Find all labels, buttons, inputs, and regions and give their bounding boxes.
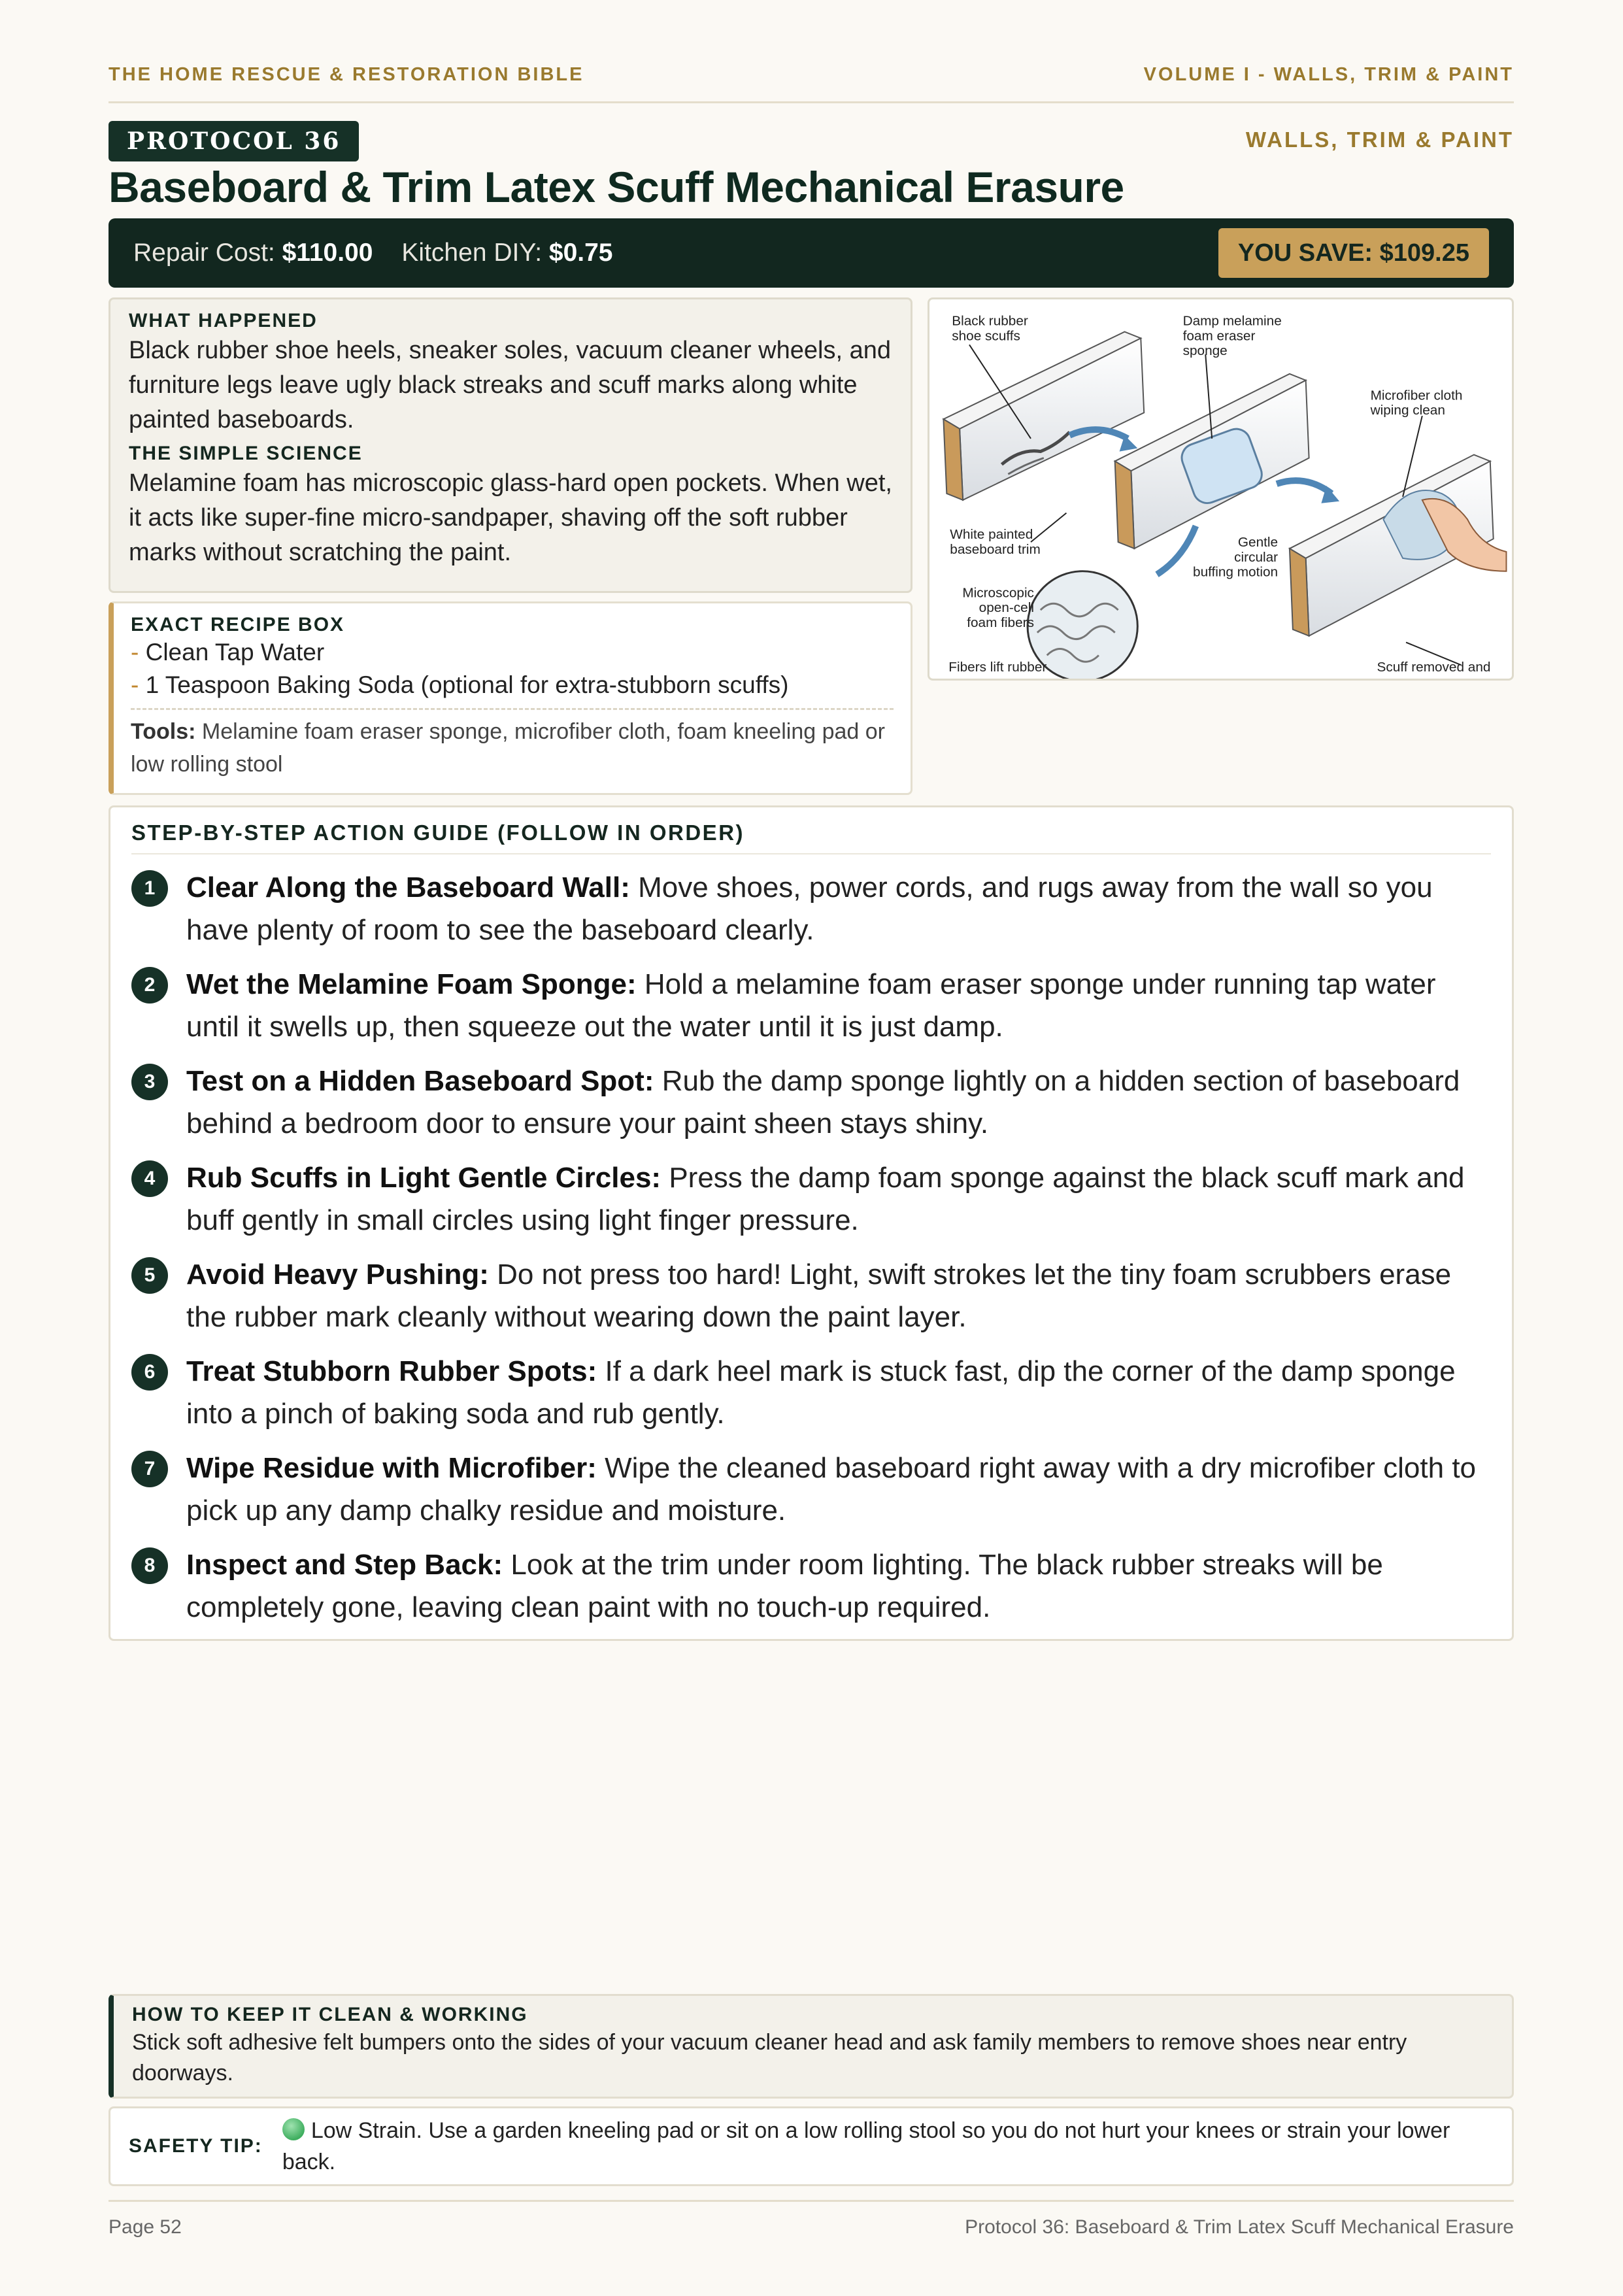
step-item	[131, 1253, 1491, 1338]
keep-clean-panel	[109, 1994, 1514, 2099]
step-number: 8	[131, 1547, 168, 1584]
step-title: Test on a Hidden Baseboard Spot:	[186, 1065, 654, 1097]
callout-text: Microscopic	[962, 585, 1034, 601]
footer-rule	[109, 2200, 1514, 2202]
header-rule	[109, 101, 1514, 103]
step-text: Look at the trim under room lighting. The black rubber streaks will be completely gone, leaving clean paint with no touch-up required.	[186, 1549, 1383, 1623]
callout-text: circular	[1234, 549, 1279, 565]
step-text: Press the damp foam sponge against the black scuff mark and buff gently in small circles using light finger pressure.	[186, 1162, 1465, 1236]
keep-clean-label: HOW TO KEEP IT CLEAN & WORKING	[132, 2004, 528, 2025]
page-footer	[109, 2216, 1514, 2238]
diy-cost-label: Kitchen DIY:	[401, 239, 543, 267]
recipe-divider	[131, 708, 894, 710]
savings-badge: YOU SAVE: $109.25	[1218, 228, 1489, 278]
step-number: 2	[131, 967, 168, 1004]
safety-label: SAFETY TIP:	[129, 2135, 263, 2157]
step-title: Rub Scuffs in Light Gentle Circles:	[186, 1162, 661, 1194]
step-text: Move shoes, power cords, and rugs away from the wall so you have plenty of room to see the baseboard clearly.	[186, 871, 1433, 946]
cost-bar	[109, 218, 1514, 288]
callout-text: Damp melamine	[1182, 313, 1282, 329]
callout-text: baseboard trim	[950, 541, 1041, 557]
recipe-box	[109, 601, 912, 795]
callout-text: foam eraser	[1182, 328, 1256, 344]
step-item	[131, 1447, 1491, 1532]
what-happened-text: Black rubber shoe heels, sneaker soles, vacuum cleaner wheels, and furniture legs leave ugly black streaks and scuff marks along white painted baseboards.	[129, 337, 891, 433]
step-item	[131, 1350, 1491, 1435]
illustration	[928, 297, 1514, 681]
step-title: Wet the Melamine Foam Sponge:	[186, 968, 637, 1000]
tools-line	[131, 715, 894, 781]
running-header	[109, 64, 1514, 86]
step-title: Wipe Residue with Microfiber:	[186, 1452, 597, 1484]
step-number: 3	[131, 1064, 168, 1100]
callout-text: wiping clean	[1370, 403, 1445, 418]
step-text: Do not press too hard! Light, swift strokes let the tiny foam scrubbers erase the rubber mark cleanly without wearing down the paint layer.	[186, 1258, 1452, 1333]
callout-text: White painted	[950, 527, 1033, 543]
protocol-tag: PROTOCOL 36	[109, 121, 359, 161]
step-item	[131, 866, 1491, 951]
tools-text: Melamine foam eraser sponge, microfiber cloth, foam kneeling pad or low rolling stool	[131, 719, 885, 777]
callout-text: Scuff removed and	[1377, 660, 1491, 675]
step-text: If a dark heel mark is stuck fast, dip the corner of the damp sponge into a pinch of baking soda and rub gently.	[186, 1355, 1456, 1430]
page-title: Baseboard & Trim Latex Scuff Mechanical Erasure	[109, 163, 1124, 211]
step-item	[131, 1060, 1491, 1145]
recipe-item: - Clean Tap Water	[131, 639, 325, 666]
science-label: THE SIMPLE SCIENCE	[129, 443, 363, 464]
tools-label: Tools:	[131, 719, 196, 744]
step-number: 6	[131, 1354, 168, 1391]
page-number: Page 52	[109, 2216, 182, 2238]
step-number: 7	[131, 1451, 168, 1487]
step-item	[131, 1156, 1491, 1241]
recipe-label: EXACT RECIPE BOX	[131, 614, 345, 635]
callout-text: Black rubber	[952, 313, 1028, 329]
step-item	[131, 963, 1491, 1048]
callout-text: sponge	[1182, 343, 1228, 359]
safety-text: Low Strain. Use a garden kneeling pad or sit on a low rolling stool so you do not hurt your knees or strain your lower back.	[282, 2118, 1450, 2174]
keep-clean-text: Stick soft adhesive felt bumpers onto the sides of your vacuum cleaner head and ask family members to remove shoes near entry doorways.	[132, 2030, 1407, 2085]
book-title: THE HOME RESCUE & RESTORATION BIBLE	[109, 64, 584, 85]
callout-text: Microfiber cloth	[1370, 388, 1463, 403]
volume-title: VOLUME I - WALLS, TRIM & PAINT	[1143, 64, 1514, 85]
footer-title: Protocol 36: Baseboard & Trim Latex Scuff Mechanical Erasure	[965, 2216, 1514, 2238]
step-item	[131, 1544, 1491, 1629]
info-panel	[109, 297, 912, 593]
step-text: Rub the damp sponge lightly on a hidden section of baseboard behind a bedroom door to ensure your paint sheen stays shiny.	[186, 1065, 1460, 1140]
green-status-dot-icon	[282, 2118, 305, 2140]
diy-cost-value: $0.75	[548, 239, 613, 267]
recipe-item: - 1 Teaspoon Baking Soda (optional for extra-stubborn scuffs)	[131, 671, 789, 698]
steps-panel	[109, 805, 1514, 1641]
page	[109, 0, 1514, 2296]
callout-text: Fibers lift rubber	[948, 660, 1047, 675]
repair-cost-label: Repair Cost:	[133, 239, 275, 267]
step-title: Avoid Heavy Pushing:	[186, 1258, 489, 1291]
step-title: Inspect and Step Back:	[186, 1549, 503, 1581]
repair-cost-value: $110.00	[282, 239, 373, 267]
baseboard-3	[1290, 455, 1507, 636]
step-title: Treat Stubborn Rubber Spots:	[186, 1355, 597, 1387]
step-title: Clear Along the Baseboard Wall:	[186, 871, 630, 903]
callout-text: buffing motion	[1193, 564, 1279, 580]
baseboard-1	[943, 331, 1144, 499]
category-label: WALLS, TRIM & PAINT	[1245, 127, 1514, 152]
step-text: Wipe the cleaned baseboard right away with a dry microfiber cloth to pick up any damp chalky residue and moisture.	[186, 1452, 1477, 1527]
steps-heading: STEP-BY-STEP ACTION GUIDE (FOLLOW IN ORDER)	[131, 820, 1491, 854]
step-number: 5	[131, 1257, 168, 1294]
step-text: Hold a melamine foam eraser sponge under running tap water until it swells up, then squeeze out the water until it is just damp.	[186, 968, 1436, 1043]
callout-text: open-cell	[979, 600, 1034, 616]
science-text: Melamine foam has microscopic glass-hard open pockets. When wet, it acts like super-fine micro-sandpaper, shaving off the soft rubber marks without scratching the paint.	[129, 469, 892, 566]
what-happened-label: WHAT HAPPENED	[129, 310, 318, 331]
callout-text: Gentle	[1237, 535, 1279, 550]
baseboard-cleaning-illustration	[929, 299, 1512, 679]
step-number: 4	[131, 1160, 168, 1197]
safety-panel	[109, 2106, 1514, 2186]
callout-text: foam fibers	[967, 615, 1034, 630]
step-number: 1	[131, 870, 168, 907]
callout-text: shoe scuffs	[952, 328, 1020, 344]
safety-line	[282, 2115, 1494, 2178]
